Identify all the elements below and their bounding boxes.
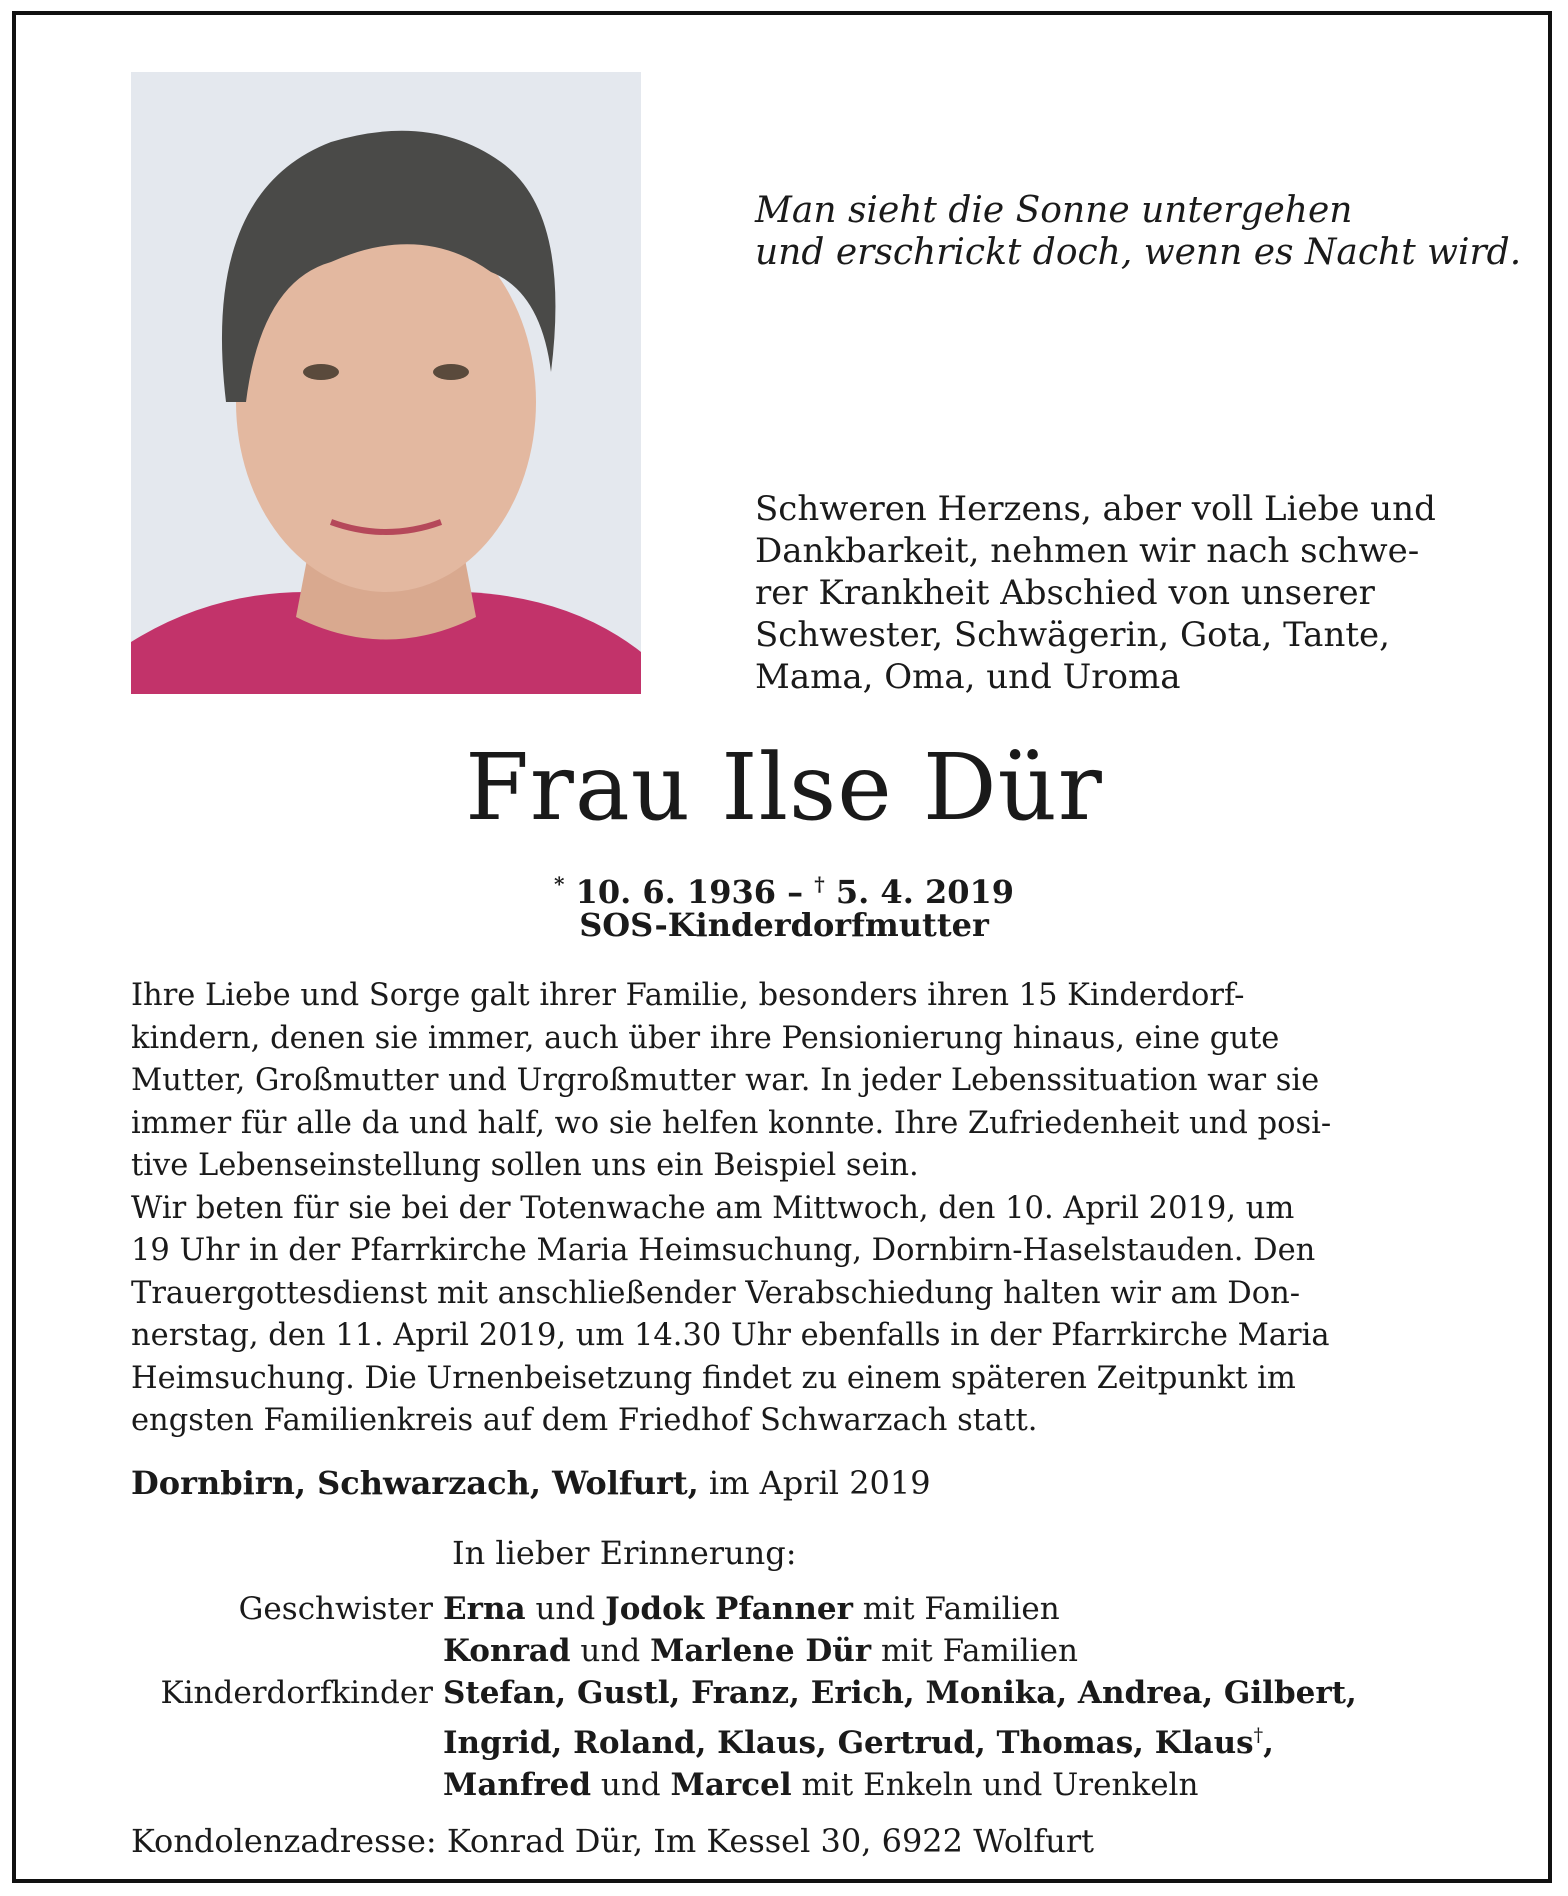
mourner-name: Erna [443, 1591, 526, 1627]
connector-text: und [591, 1767, 671, 1803]
mourner-names: Ingrid, Roland, Klaus, Gertrud, Thomas, Klaus [443, 1725, 1254, 1761]
body-line: tive Lebenseinstellung sollen uns ein Beispiel sein. [131, 1148, 919, 1183]
mourner-names: Stefan, Gustl, Franz, Erich, Monika, Andrea, Gilbert, [443, 1675, 1357, 1711]
children-names [443, 1672, 1451, 1714]
mourner-name: Marlene Dür [650, 1633, 872, 1669]
birth-symbol: * [553, 872, 565, 896]
family-row [131, 1588, 1451, 1630]
quote-line: Man sieht die Sonne untergehen [755, 190, 1353, 231]
family-row [131, 1630, 1451, 1672]
empty-label [131, 1630, 443, 1672]
siblings-names [443, 1588, 1451, 1630]
portrait-photo-icon [131, 72, 641, 694]
role-title: SOS-Kinderdorfmutter [579, 906, 989, 944]
body-line: Ihre Liebe und Sorge galt ihrer Familie, besonders ihren 15 Kinderdorf- [131, 978, 1245, 1013]
body-line: engsten Familienkreis auf dem Friedhof Schwarzach statt. [131, 1403, 1038, 1438]
body-line: Heimsuchung. Die Urnenbeisetzung findet zu einem späteren Zeitpunkt im [131, 1360, 1296, 1396]
mourner-name: Manfred [443, 1767, 592, 1803]
mourner-name: Jodok Pfanner [605, 1591, 853, 1627]
intro-line: Schwester, Schwägerin, Gota, Tante, [755, 615, 1390, 655]
quote-line: und erschrickt doch, wenn es Nacht wird. [755, 232, 1522, 273]
place-date [131, 1462, 1441, 1504]
children-label: Kinderdorfkinder [160, 1675, 433, 1711]
place-towns: Dornbirn, Schwarzach, Wolfurt, [131, 1464, 699, 1502]
death-date: 5. 4. 2019 [835, 873, 1015, 911]
punctuation: , [1263, 1725, 1274, 1761]
body-line: Wir beten für sie bei der Totenwache am Mittwoch, den 10. April 2019, um [131, 1190, 1295, 1226]
intro-line: Dankbarkeit, nehmen wir nach schwe- [755, 531, 1420, 571]
family-row [131, 1672, 1451, 1714]
intro-line: rer Krankheit Abschied von unserer [755, 573, 1375, 613]
family-list [131, 1588, 1451, 1806]
portrait-photo [131, 72, 641, 694]
empty-label [131, 1764, 443, 1806]
birth-date: 10. 6. 1936 [575, 873, 776, 911]
death-symbol: † [814, 872, 825, 896]
deceased-name: Frau Ilse Dür [465, 734, 1103, 841]
condolence-address: Kondolenzadresse: Konrad Dür, Im Kessel 30, 6922 Wolfurt [131, 1822, 1095, 1860]
connector-text: mit Familien [871, 1633, 1078, 1669]
connector-text: mit Familien [852, 1591, 1060, 1627]
body-line: kindern, denen sie immer, auch über ihre Pensionierung hinaus, eine gute [131, 1020, 1280, 1056]
date-separator: – [787, 873, 804, 911]
family-row [131, 1764, 1451, 1806]
siblings-names [443, 1630, 1451, 1672]
body-line: Mutter, Großmutter und Urgroßmutter war. In jeder Lebenssituation war sie [131, 1063, 1320, 1098]
connector-text: und [570, 1633, 651, 1669]
empty-label [131, 1714, 443, 1764]
connector-text: und [525, 1591, 606, 1627]
quote [755, 190, 1522, 274]
intro-text [755, 488, 1435, 698]
body-line: 19 Uhr in der Pfarrkirche Maria Heimsuchung, Dornbirn-Haselstauden. Den [131, 1233, 1316, 1268]
mourner-name: Konrad [443, 1633, 571, 1669]
intro-line: Schweren Herzens, aber voll Liebe und [755, 489, 1436, 529]
body-line: immer für alle da und half, wo sie helfen konnte. Ihre Zufriedenheit und posi- [131, 1105, 1332, 1141]
memory-heading: In lieber Erinnerung: [452, 1534, 797, 1572]
intro-line: Mama, Oma, und Uroma [755, 657, 1181, 697]
obituary-body [131, 975, 1441, 1443]
place-month: im April 2019 [698, 1464, 931, 1502]
family-row [131, 1714, 1451, 1764]
cross-symbol: † [1253, 1724, 1264, 1746]
body-line: Trauergottesdienst mit anschließender Verabschiedung halten wir am Don- [131, 1275, 1301, 1311]
connector-text: mit Enkeln und Urenkeln [791, 1767, 1199, 1803]
body-line: nerstag, den 11. April 2019, um 14.30 Uhr ebenfalls in der Pfarrkirche Maria [131, 1318, 1330, 1353]
children-names [443, 1714, 1451, 1764]
mourner-name: Marcel [670, 1767, 792, 1803]
siblings-label: Geschwister [238, 1591, 433, 1627]
children-names [443, 1764, 1451, 1806]
